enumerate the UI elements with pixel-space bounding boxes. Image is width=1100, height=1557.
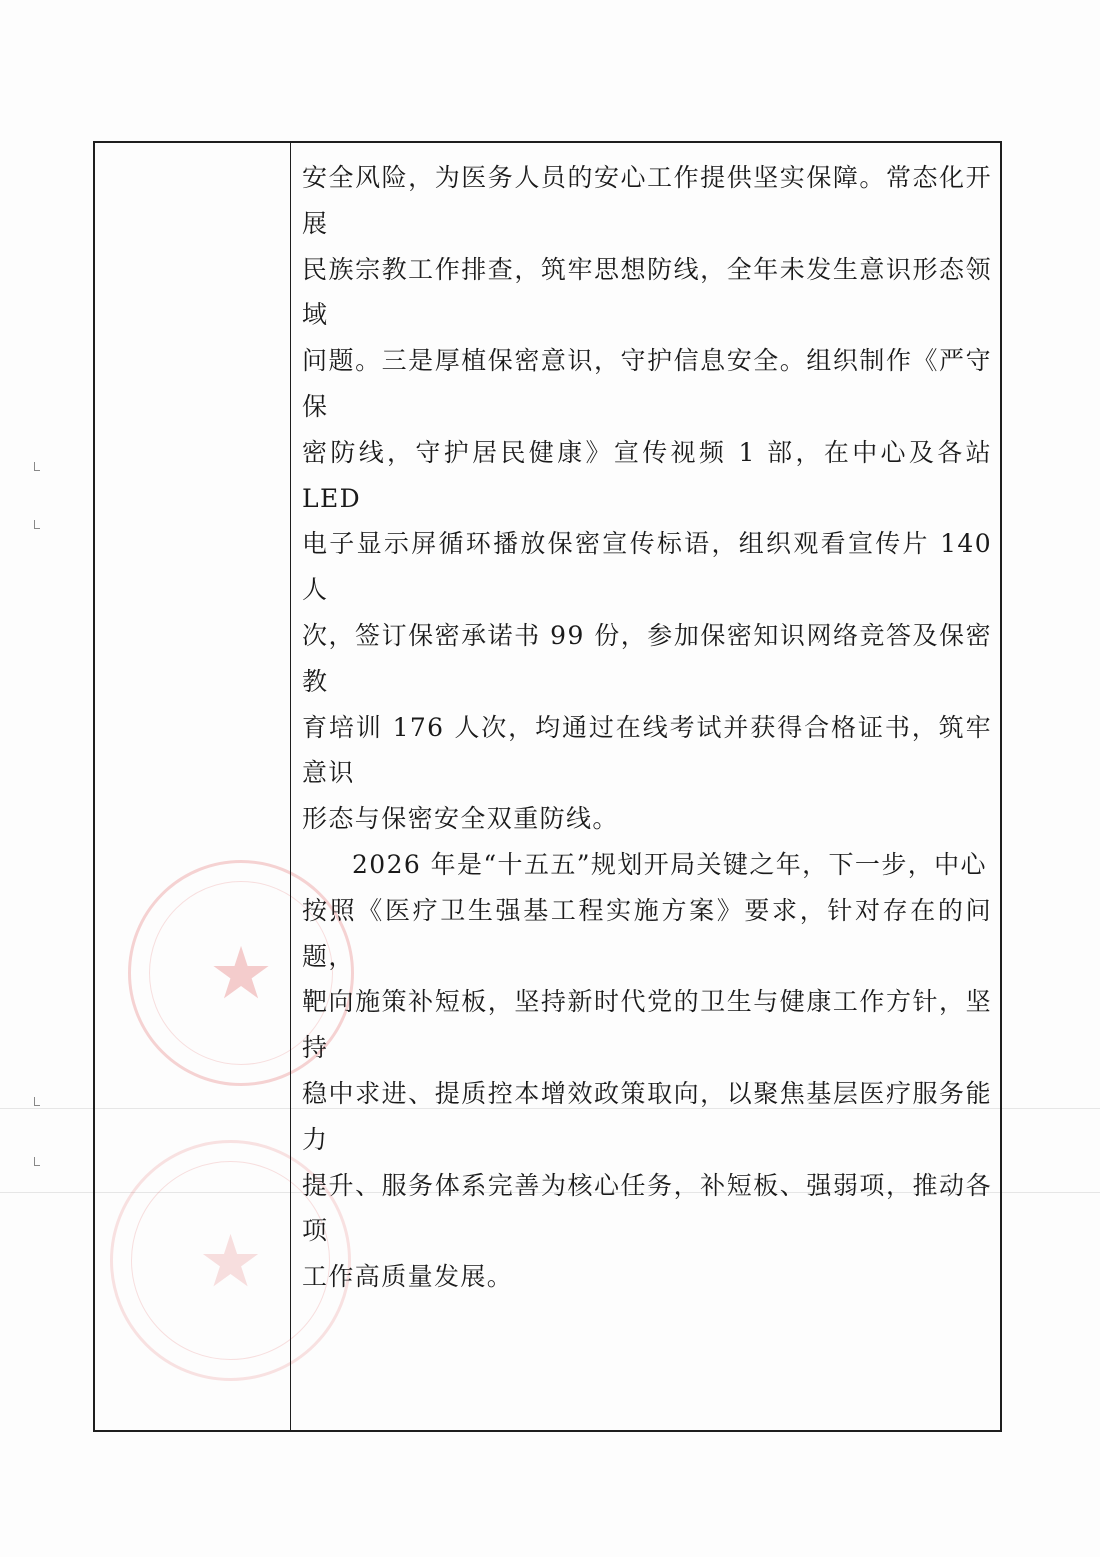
report-body-text — [302, 155, 992, 1300]
margin-mark — [34, 1157, 40, 1166]
star-icon: ★ — [208, 931, 274, 1015]
text-line: 工作高质量发展。 — [302, 1262, 514, 1292]
text-line: 民族宗教工作排查，筑牢思想防线，全年未发生意识形态领域 — [302, 254, 992, 330]
text-line: 提升、服务体系完善为核心任务，补短板、强弱项，推动各项 — [302, 1170, 992, 1246]
paragraph-next-steps — [302, 842, 992, 1300]
star-icon: ★ — [198, 1218, 263, 1303]
text-line: 靶向施策补短板，坚持新时代党的卫生与健康工作方针，坚持 — [302, 987, 992, 1063]
text-line: 2026 年是“十五五”规划开局关键之年，下一步，中心 — [352, 849, 987, 879]
text-line: 按照《医疗卫生强基工程实施方案》要求，针对存在的问题， — [302, 895, 992, 971]
margin-mark — [34, 1097, 40, 1106]
margin-mark — [34, 462, 40, 471]
text-line: 密防线，守护居民健康》宣传视频 1 部，在中心及各站 LED — [302, 437, 992, 513]
text-line: 稳中求进、提质控本增效政策取向，以聚焦基层医疗服务能力 — [302, 1078, 992, 1154]
text-line: 安全风险，为医务人员的安心工作提供坚实保障。常态化开展 — [302, 163, 992, 238]
table-content-column — [291, 143, 1000, 1430]
form-table — [93, 141, 1002, 1432]
text-line: 形态与保密安全双重防线。 — [302, 804, 619, 834]
text-line: 育培训 176 人次，均通过在线考试并获得合格证书，筑牢意识 — [302, 712, 992, 788]
paragraph-security — [302, 155, 992, 842]
margin-mark — [34, 520, 40, 529]
text-line: 电子显示屏循环播放保密宣传标语，组织观看宣传片 140 人 — [302, 529, 992, 605]
text-line: 问题。三是厚植保密意识，守护信息安全。组织制作《严守保 — [302, 346, 992, 421]
table-label-column — [95, 143, 291, 1430]
text-line: 次，签订保密承诺书 99 份，参加保密知识网络竞答及保密教 — [302, 620, 992, 696]
